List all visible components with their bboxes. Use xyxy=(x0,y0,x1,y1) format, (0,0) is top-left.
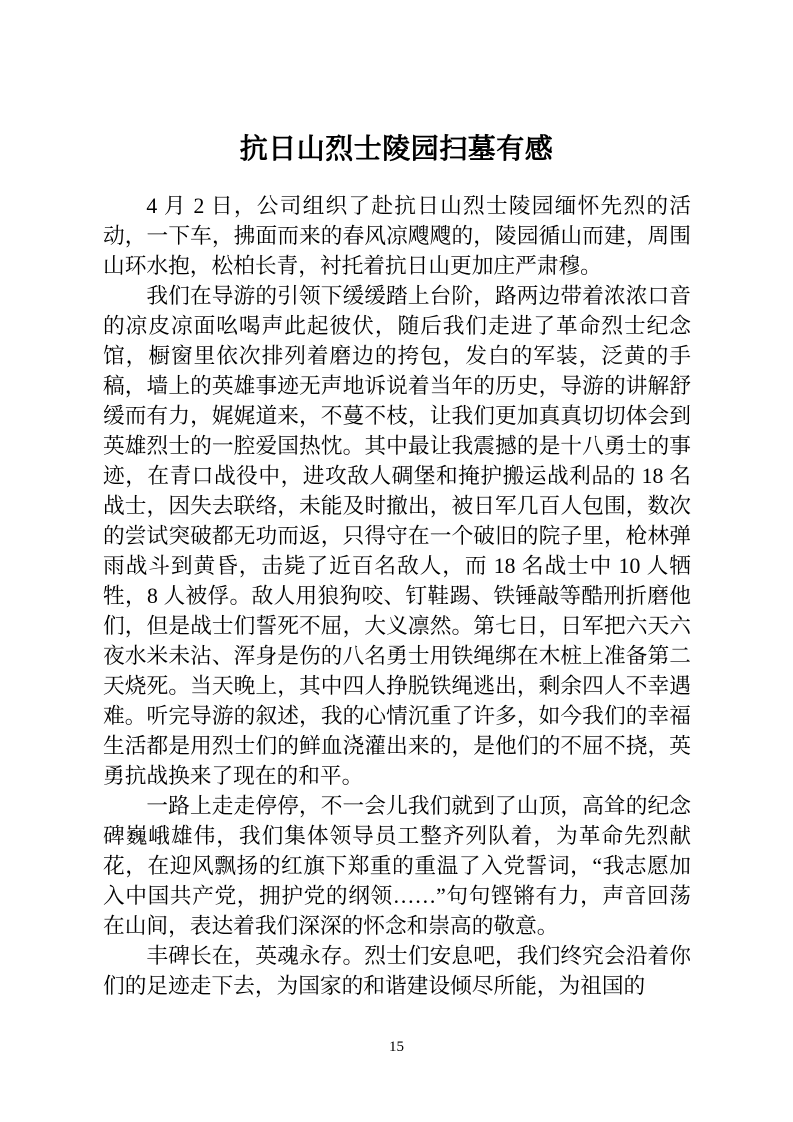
document-body xyxy=(103,191,691,1001)
paragraph-3: 一路上走走停停，不一会儿我们就到了山顶，高耸的纪念碑巍峨雄伟，我们集体领导员工整齐列队着，为革命先烈献花，在迎风飘扬的红旗下郑重的重温了入党誓词，“我志愿加入中国共产党，拥护党的纲领……”句句铿锵有力，声音回荡在山间，表达着我们深深的怀念和崇高的敬意。 xyxy=(103,794,691,938)
paragraph-1: 4 月 2 日，公司组织了赴抗日山烈士陵园缅怀先烈的活动，一下车，拂面而来的春风凉飕飕的，陵园循山而建，周围山环水抱，松柏长青，衬托着抗日山更加庄严肃穆。 xyxy=(103,194,691,278)
document-title: 抗日山烈士陵园扫墓有感 xyxy=(239,132,554,165)
paragraph-2: 我们在导游的引领下缓缓踏上台阶，路两边带着浓浓口音的凉皮凉面吆喝声此起彼伏，随后我们走进了革命烈士纪念馆，橱窗里依次排列着磨边的挎包，发白的军装，泛黄的手稿，墙上的英雄事迹无声地诉说着当年的历史，导游的讲解舒缓而有力，娓娓道来，不蔓不枝，让我们更加真真切切体会到英雄烈士的一腔爱国热忱。其中最让我震撼的是十八勇士的事迹，在青口战役中，进攻敌人碉堡和掩护搬运战利品的 18 名战士，因失去联络，未能及时撤出，被日军几百人包围，数次的尝试突破都无功而返，只得守在一个破旧的院子里，枪林弹雨战斗到黄昏，击毙了近百名敌人，而 18 名战士中 10 人牺牲，8 人被俘。敌人用狼狗咬、钉鞋踢、铁锤敲等酷刑折磨他们，但是战士们誓死不屈，大义凛然。第七日，日军把六天六夜水米未沾、浑身是伤的八名勇士用铁绳绑在木桩上准备第二天烧死。当天晚上，其中四人挣脱铁绳逃出，剩余四人不幸遇难。听完导游的叙述，我的心情沉重了许多，如今我们的幸福生活都是用烈士们的鲜血浇灌出来的，是他们的不屈不挠，英勇抗战换来了现在的和平。 xyxy=(103,284,691,788)
paragraph-4: 丰碑长在，英魂永存。烈士们安息吧，我们终究会沿着你们的足迹走下去，为国家的和谐建设倾尽所能，为祖国的 xyxy=(103,944,691,998)
page-number: 15 xyxy=(389,1039,404,1055)
